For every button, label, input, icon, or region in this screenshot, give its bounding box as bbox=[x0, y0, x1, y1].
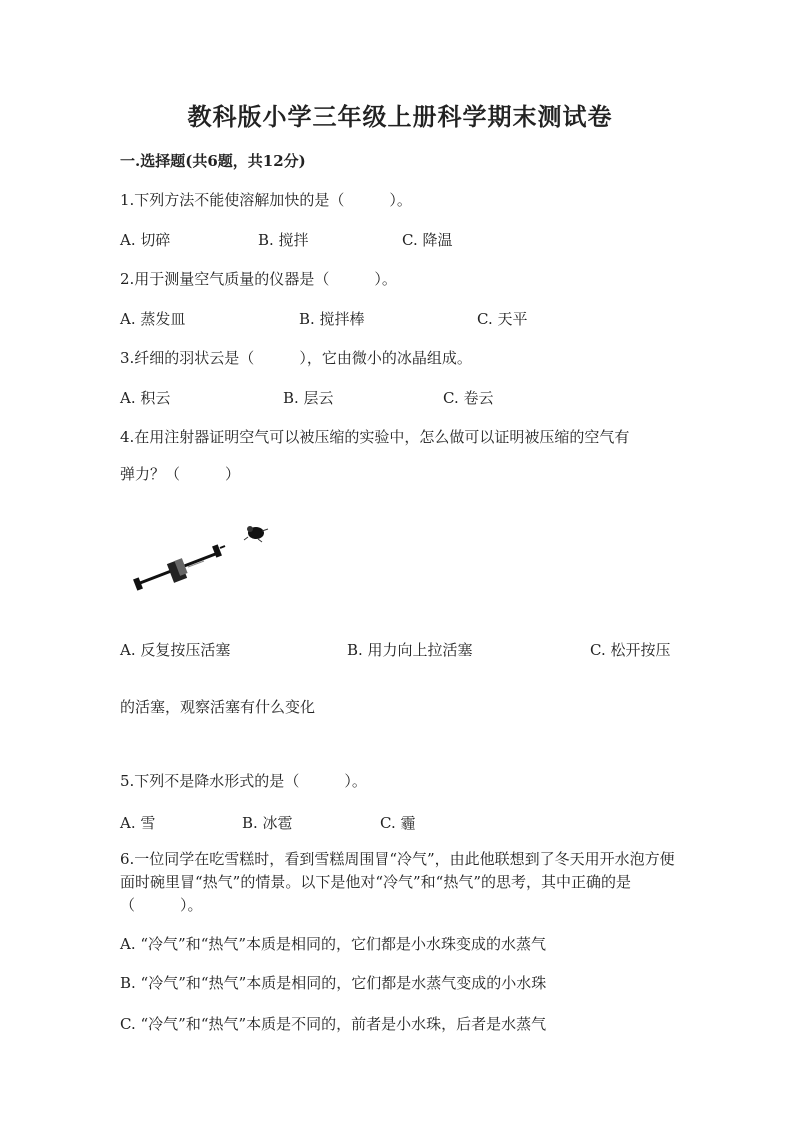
section-heading: 一.选择题(共6题，共12分) bbox=[120, 152, 306, 170]
question-3-option-c: C. 卷云 bbox=[443, 389, 494, 407]
question-4-stem-line-1: 4.在用注射器证明空气可以被压缩的实验中，怎么做可以证明被压缩的空气有 bbox=[120, 428, 630, 446]
question-6-option-b: B. “冷气”和“热气”本质是相同的，它们都是水蒸气变成的小水珠 bbox=[120, 974, 547, 992]
question-1-option-c: C. 降温 bbox=[402, 231, 453, 249]
question-4-option-c: C. 松开按压 bbox=[590, 641, 671, 659]
question-3-option-a: A. 积云 bbox=[120, 389, 171, 407]
question-6-option-c: C. “冷气”和“热气”本质是不同的，前者是小水珠，后者是水蒸气 bbox=[120, 1015, 547, 1033]
question-6-option-a: A. “冷气”和“热气”本质是相同的，它们都是小水珠变成的水蒸气 bbox=[120, 935, 547, 953]
question-5-option-c: C. 霾 bbox=[380, 814, 416, 832]
syringe-illustration bbox=[130, 515, 290, 595]
question-3-stem: 3.纤细的羽状云是（ ），它由微小的冰晶组成。 bbox=[120, 349, 472, 367]
question-1-option-b: B. 搅拌 bbox=[258, 231, 309, 249]
question-4-stem-line-2: 弹力？（ ） bbox=[120, 465, 241, 483]
question-2-option-a: A. 蒸发皿 bbox=[120, 310, 186, 328]
question-1-option-a: A. 切碎 bbox=[120, 231, 171, 249]
question-4-option-b: B. 用力向上拉活塞 bbox=[347, 641, 473, 659]
question-5-option-a: A. 雪 bbox=[120, 814, 156, 832]
question-2-option-b: B. 搅拌棒 bbox=[299, 310, 365, 328]
page-title: 教科版小学三年级上册科学期末测试卷 bbox=[187, 102, 613, 131]
question-3-option-b: B. 层云 bbox=[283, 389, 334, 407]
question-5-option-b: B. 冰雹 bbox=[242, 814, 293, 832]
question-2-option-c: C. 天平 bbox=[477, 310, 528, 328]
question-1-stem: 1.下列方法不能使溶解加快的是（ ）。 bbox=[120, 191, 412, 209]
question-5-stem: 5.下列不是降水形式的是（ ）。 bbox=[120, 772, 367, 790]
question-2-stem: 2.用于测量空气质量的仪器是（ ）。 bbox=[120, 270, 397, 288]
question-4-option-a: A. 反复按压活塞 bbox=[120, 641, 231, 659]
question-6-stem: 6.一位同学在吃雪糕时，看到雪糕周围冒“冷气”，由此他联想到了冬天用开水泡方便面时碗里冒“热气”的情景。以下是他对“冷气”和“热气”的思考，其中正确的是（ ）。 bbox=[120, 850, 675, 914]
question-4-option-c-continued: 的活塞，观察活塞有什么变化 bbox=[120, 698, 316, 716]
